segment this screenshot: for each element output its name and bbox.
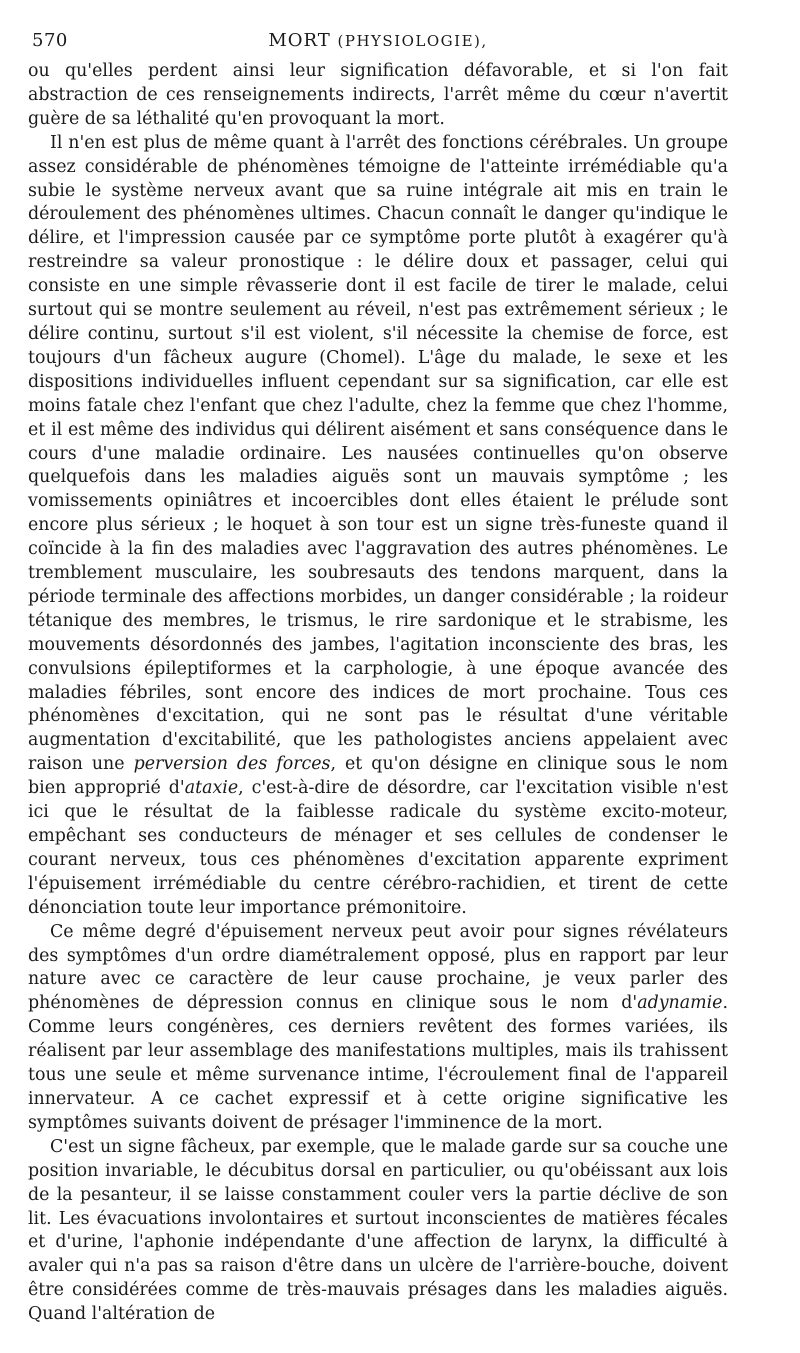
italic-term-adynamie: adynamie bbox=[637, 993, 723, 1014]
paragraph-2-text-b: , et qu'on désigne en clinique sous le nom bien approprié d' bbox=[28, 754, 729, 799]
running-title-subtitle: (PHYSIOLOGIE), bbox=[337, 32, 488, 50]
running-title-main: MORT bbox=[268, 30, 331, 51]
italic-term-ataxie: ataxie bbox=[184, 778, 239, 799]
paragraph-3-text-b: . Comme leurs congénères, ces derniers revêtent des formes variées, ils réalisent par leur assemblage des manifestations multiples, mais ils trahissent tous une seule et même survenance intime, l'écroulement final de l'appareil innervateur. A ce cachet expressif et à cette origine significative les symptômes suivants doivent de présager l'imminence de la mort. bbox=[28, 993, 728, 1133]
page-number: 570 bbox=[32, 30, 68, 51]
paragraph-1: ou qu'elles perdent ainsi leur signification défavorable, et si l'on fait abstraction de ces renseignements indirects, l'arrêt même du cœur n'avertit guère de sa léthalité qu'en provoquant la mort. bbox=[28, 61, 728, 129]
paragraph-4: C'est un signe fâcheux, par exemple, que le malade garde sur sa couche une position invariable, le décubitus dorsal en particulier, ou qu'obéissant aux lois de la pesanteur, il se laisse constamment couler vers la partie déclive de son lit. Les évacuations involontaires et surtout inconscientes de matières fécales et d'urine, l'aphonie indépendante d'une affection de larynx, la difficulté à avaler qui n'a pas sa raison d'être dans un ulcère de l'arrière-bouche, doivent être considérées comme de très-mauvais présages dans les maladies aiguës. Quand l'altération de bbox=[28, 1136, 728, 1325]
paragraph-2 bbox=[28, 132, 728, 921]
book-page bbox=[28, 26, 728, 1327]
body-text bbox=[28, 60, 728, 1327]
page-header bbox=[28, 26, 728, 60]
paragraph-3-text-a: Ce même degré d'épuisement nerveux peut avoir pour signes révélateurs des symptômes d'un ordre diamétralement opposé, plus en rapport par leur nature avec ce caractère de leur cause prochaine, je veux parler des phénomènes de dépression connus en clinique sous le nom d' bbox=[28, 921, 728, 1014]
running-title bbox=[28, 30, 728, 51]
paragraph-2-text-c: , c'est-à-dire de désordre, car l'excitation visible n'est ici que le résultat de la faiblesse radicale du système excito-moteur, empêchant ses conducteurs de ménager et ses cellules de condenser le courant nerveux, tous ces phénomènes d'excitation apparente expriment l'épuisement irrémédiable du centre cérébro-rachidien, et tirent de cette dénonciation toute leur importance prémonitoire. bbox=[28, 778, 729, 918]
paragraph-3 bbox=[28, 921, 728, 1136]
italic-term-perversion: perversion des forces bbox=[133, 754, 331, 775]
paragraph-2-text-a: Il n'en est plus de même quant à l'arrêt des fonctions cérébrales. Un groupe assez considérable de phénomènes témoigne de l'atteinte irrémédiable qu'a subie le système nerveux avant que sa ruine intégrale ait mis en train le déroulement des phénomènes ultimes. Chacun connaît le danger qu'indique le délire, et l'impression causée par ce symptôme porte plutôt à exagérer qu'à restreindre sa valeur pronostique : le délire doux et passager, celui qui consiste en une simple rêvasserie dont il est facile de tirer le malade, celui surtout qui se montre seulement au réveil, n'est pas extrêmement sérieux ; le délire continu, surtout s'il est violent, s'il nécessite la chemise de force, est toujours d'un fâcheux augure (Chomel). L'âge du malade, le sexe et les dispositions individuelles influent cependant sur sa signification, car elle est moins fatale chez l'enfant que chez l'adulte, chez la femme que chez l'homme, et il est même des individus qui délirent aisément et sans conséquence dans le cours d'une maladie ordinaire. Les nausées continuelles qu'on observe quelquefois dans les maladies aiguës sont un mauvais symptôme ; les vomissements opiniâtres et incoercibles dont elles étaient le prélude sont encore plus sérieux ; le hoquet à son tour est un signe très-funeste quand il coïncide à la fin des maladies avec l'aggravation des autres phénomènes. Le tremblement musculaire, les soubresauts des tendons marquent, dans la période terminale des affections morbides, un danger considérable ; la roideur tétanique des membres, le trismus, le rire sardonique et le strabisme, les mouvements désordonnés des jambes, l'agitation inconsciente des bras, les convulsions épileptiformes et la carphologie, à une époque avancée des maladies fébriles, sont encore des indices de mort prochaine. Tous ces phénomènes d'excitation, qui ne sont pas le résultat d'une véritable augmentation d'excitabilité, que les pathologistes anciens appelaient avec raison une bbox=[28, 132, 728, 775]
